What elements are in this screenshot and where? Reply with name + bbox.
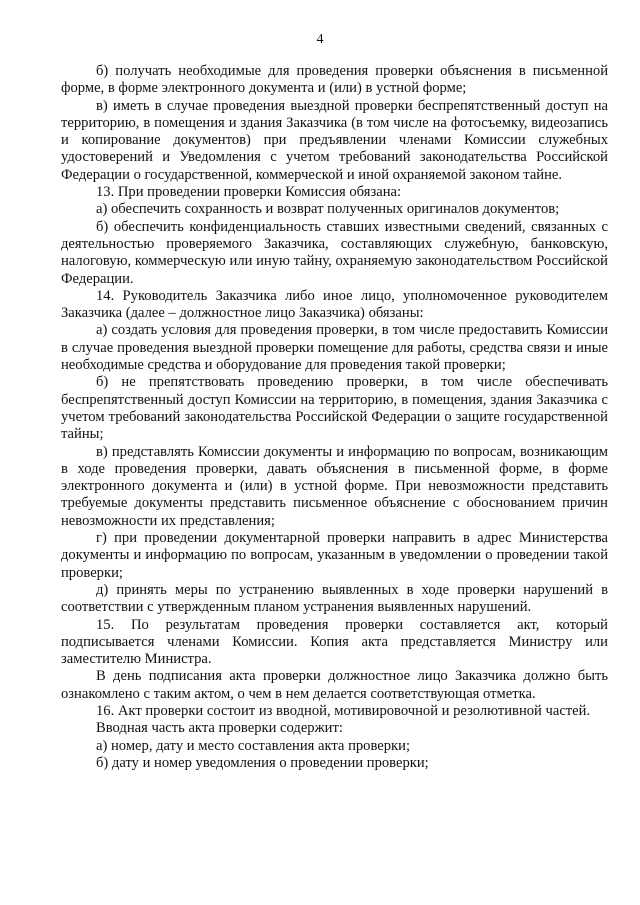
paragraph-15: 15. По результатам проведения проверки составляется акт, который подписывается членами Комиссии. Копия акта представляется Министру или заместителю Министра. <box>61 616 608 668</box>
paragraph-16: 16. Акт проверки состоит из вводной, мотивировочной и резолютивной частей. <box>96 702 591 719</box>
paragraph-13: 13. При проведении проверки Комиссия обязана: <box>96 184 402 201</box>
paragraph-14d: д) принять меры по устранению выявленных в ходе проверки нарушений в соответствии с утвержденным планом устранения выявленных нарушений. <box>61 581 608 616</box>
page-number: 4 <box>316 32 324 47</box>
paragraph-14b: б) не препятствовать проведению проверки, в том числе обеспечивать беспрепятственный доступ Комиссии на территорию, в помещения, здания Заказчика с учетом требований законодательства Российской Федерации о защите государственной тайны; <box>61 374 608 443</box>
paragraph-16b: б) дату и номер уведомления о проведении проверки; <box>96 754 429 771</box>
paragraph-14v: в) представлять Комиссии документы и информацию по вопросам, возникающим в ходе проведения проверки, давать объяснения в письменной форме, в форме электронного документа и (или) в устной форме. При невозможности представить требуемые документы представить письменное объяснение с обоснованием причин невозможности их представления; <box>61 443 608 529</box>
paragraph-12b: б) получать необходимые для проведения проверки объяснения в письменной форме, в форме электронного документа и (или) в устной форме; <box>61 63 608 97</box>
paragraph-14g: г) при проведении документарной проверки направить в адрес Министерства документы и информацию по вопросам, указанным в уведомлении о проведении такой проверки; <box>61 530 608 581</box>
paragraph-14: 14. Руководитель Заказчика либо иное лицо, уполномоченное руководителем Заказчика (далее – должностное лицо Заказчика) обязаны: <box>61 287 608 322</box>
paragraph-16-intro: Вводная часть акта проверки содержит: <box>96 720 343 737</box>
paragraph-16a: а) номер, дату и место составления акта проверки; <box>96 737 411 754</box>
paragraph-14a: а) создать условия для проведения проверки, в том числе предоставить Комиссии в случае проведения выездной проверки помещение для работы, средства связи и иные необходимые средства и оборудование для проведения такой проверки; <box>61 322 608 374</box>
paragraph-15-continued: В день подписания акта проверки должностное лицо Заказчика должно быть ознакомлено с таким актом, о чем в нем делается соответствующая отметка. <box>61 668 608 702</box>
paragraph-13b: б) обеспечить конфиденциальность ставших известными сведений, связанных с деятельностью проверяемого Заказчика, составляющих служебную, банковскую, налоговую, коммерческую или иную тайну, охраняемую законодательством Российской Федерации. <box>61 218 608 287</box>
paragraph-12v: в) иметь в случае проведения выездной проверки беспрепятственный доступ на территорию, в помещения и здания Заказчика (в том числе на фотосъемку, видеозапись и копирование документов) при предъявлении членами Комиссии служебных удостоверений и Уведомления с учетом требований законодательства Российской Федерации о государственной, коммерческой и иной охраняемой законом тайне. <box>61 97 608 183</box>
document-body <box>61 63 608 772</box>
paragraph-13a: а) обеспечить сохранность и возврат полученных оригиналов документов; <box>96 201 560 218</box>
